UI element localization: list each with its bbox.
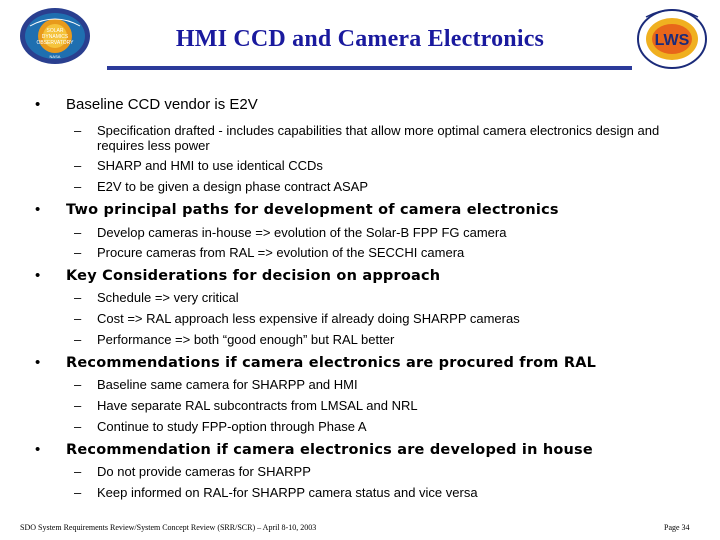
sub-text: Baseline same camera for SHARPP and HMI [97,377,358,392]
page-title: HMI CCD and Camera Electronics [175,26,545,52]
bullet-baseline-ccd [0,96,720,116]
sub-text: Do not provide cameras for SHARPP [97,464,311,479]
sub-dash: – [74,290,82,305]
sub-dash: – [74,398,82,413]
sub-dash: – [74,311,82,326]
bullet-recommendations-ral [0,354,720,374]
footer-page-number: Page 34 [664,523,690,532]
sub-text: Cost => RAL approach less expensive if already doing SHARPP cameras [97,311,520,326]
sub-dash: – [74,225,82,240]
sub-text: Performance => both “good enough” but RAL better [97,332,395,347]
bullet-dot: • [35,354,41,371]
sub-text: E2V to be given a design phase contract ASAP [97,179,369,194]
bullet-principal-paths [0,201,720,221]
bullet-heading: Two principal paths for development of camera electronics [66,202,559,218]
logo-text-line4: NASA [49,54,61,59]
logo-text-line2: DYNAMICS [41,34,69,40]
sub-text: SHARP and HMI to use identical CCDs [97,158,323,173]
sub-dash: – [74,485,82,500]
sub-text: Procure cameras from RAL => evolution of the SECCHI camera [97,245,465,260]
bullet-heading: Key Considerations for decision on approach [66,268,441,284]
logo-text-line1: SOLAR [46,28,64,34]
sub-dash: – [74,332,82,347]
sub-text: Have separate RAL subcontracts from LMSAL and NRL [97,398,418,413]
bullet-heading: Baseline CCD vendor is E2V [66,96,258,113]
bullet-dot: • [35,96,41,113]
sub-dash: – [74,245,82,260]
bullet-heading: Recommendation if camera electronics are developed in house [66,442,593,458]
sub-dash: – [74,464,82,479]
bullet-dot: • [35,201,41,218]
bullet-heading: Recommendations if camera electronics are procured from RAL [66,355,597,371]
sub-dash: – [74,179,82,194]
sub-text: Schedule => very critical [97,290,239,305]
bullet-dot: • [35,441,41,458]
sub-dash: – [74,419,82,434]
sub-text: Continue to study FPP-option through Phase A [97,419,367,434]
sub-text: Keep informed on RAL-for SHARPP camera status and vice versa [97,485,478,500]
footer-review-info: SDO System Requirements Review/System Concept Review (SRR/SCR) – April 8-10, 2003 [20,523,317,532]
bullet-dot: • [35,267,41,284]
sub-text: Specification drafted - includes capabilities that allow more optimal camera electronics design and requires less power [97,123,660,153]
bullet-recommendation-in-house [0,441,720,461]
sub-text: Develop cameras in-house => evolution of the Solar-B FPP FG camera [97,225,507,240]
sub-dash: – [74,123,82,138]
sub-dash: – [74,377,82,392]
logo-text-line3: OBSERVATORY [36,40,74,46]
bullet-key-considerations [0,267,720,287]
lws-logo-text: LWS [654,32,690,49]
sub-dash: – [74,158,82,173]
